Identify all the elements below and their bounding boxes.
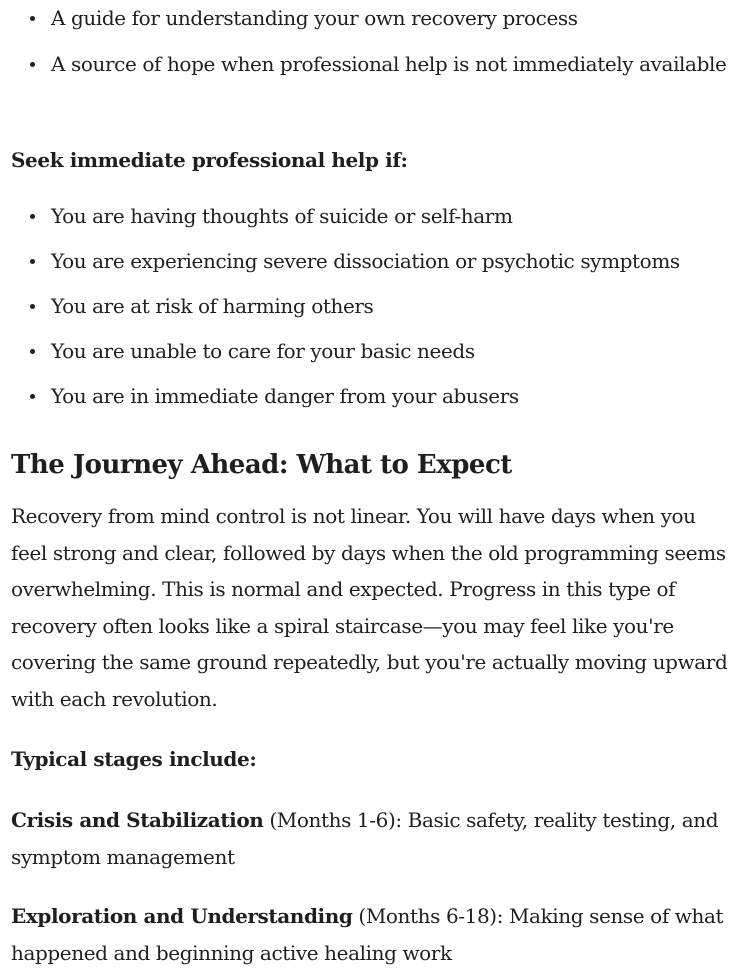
stage-description: : Making sense of what happened and beginning active healing work [11, 904, 724, 965]
stage-title: Crisis and Stabilization [11, 808, 264, 832]
list-item [11, 378, 728, 414]
list-item-text: You are unable to care for your basic needs [51, 339, 475, 363]
list-item-text: A guide for understanding your own recovery process [51, 6, 578, 30]
list-item [11, 243, 728, 279]
continued-bullet-list [11, 0, 728, 91]
bullet-icon [30, 304, 35, 309]
bullet-icon [30, 394, 35, 399]
stage-description: : Basic safety, reality testing, and symptom management [11, 808, 719, 869]
list-item-text: You are at risk of harming others [51, 294, 374, 318]
seek-help-lead: Seek immediate professional help if: [11, 148, 408, 172]
stage-item [11, 898, 728, 971]
stages-lead: Typical stages include: [11, 747, 257, 771]
bullet-icon [30, 259, 35, 264]
list-item-text: You are having thoughts of suicide or self-harm [51, 204, 513, 228]
bullet-icon [30, 16, 35, 21]
list-item-text: A source of hope when professional help is not immediately available [51, 52, 727, 76]
bullet-icon [30, 62, 35, 67]
section-heading: The Journey Ahead: What to Expect [11, 450, 512, 480]
list-item [11, 0, 728, 36]
list-item [11, 288, 728, 324]
stage-item [11, 802, 728, 875]
bullet-icon [30, 214, 35, 219]
stage-period: (Months 6-18) [352, 904, 497, 928]
list-item-text: You are experiencing severe dissociation or psychotic symptoms [51, 249, 680, 273]
list-item [11, 198, 728, 234]
list-item-text: You are in immediate danger from your abusers [51, 384, 519, 408]
list-item [11, 333, 728, 369]
stage-period: (Months 1-6) [263, 808, 396, 832]
stage-title: Exploration and Understanding [11, 904, 353, 928]
journey-paragraph: Recovery from mind control is not linear. You will have days when you feel strong and clear, followed by days when the old programming seems overwhelming. This is normal and expected. Progress in this type of recovery often looks like a spiral staircase—you may feel like you're covering the same ground repeatedly, but you're actually moving upward with each revolution. [11, 504, 728, 711]
bullet-icon [30, 349, 35, 354]
list-item [11, 46, 728, 82]
seek-help-list [11, 198, 728, 423]
